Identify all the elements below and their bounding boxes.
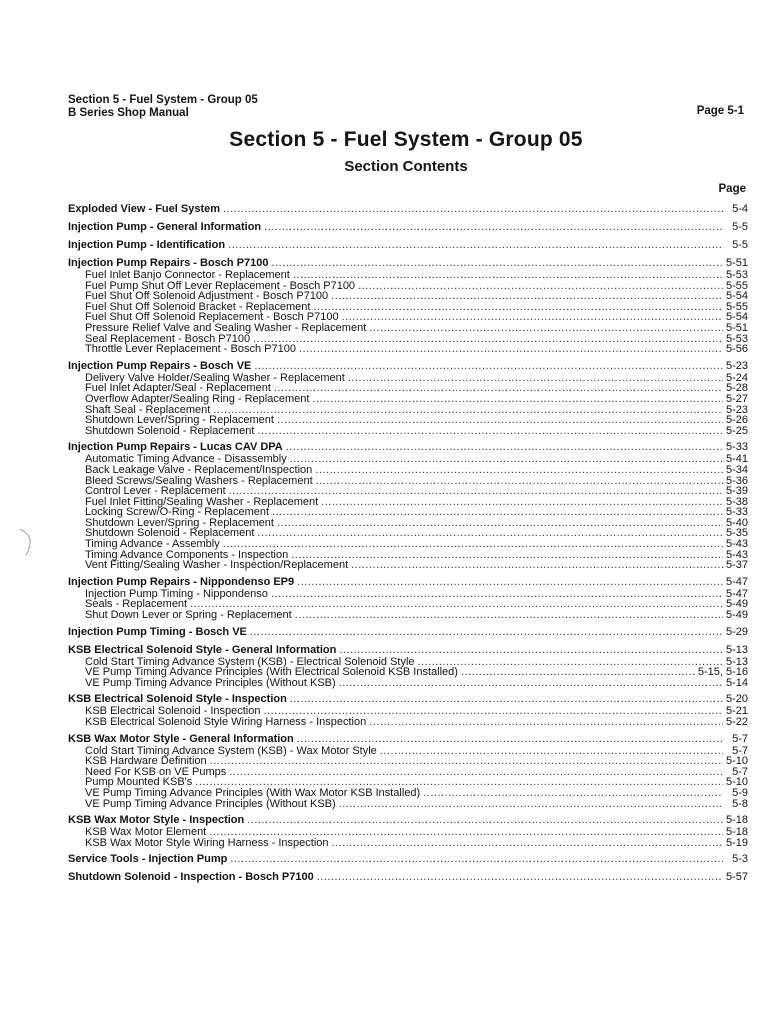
toc-group xyxy=(68,221,748,234)
toc-entry-page: 5-15, 5-16 xyxy=(697,666,748,679)
toc-leader xyxy=(250,626,723,639)
toc-heading-label: Injection Pump Repairs - Nippondenso EP9 xyxy=(68,575,295,588)
toc-entry-page: 5-40 xyxy=(725,516,748,529)
toc-leader xyxy=(210,756,723,767)
toc-leader xyxy=(291,550,723,561)
toc-leader xyxy=(297,576,723,589)
toc-heading-page: 5-7 xyxy=(732,732,748,745)
toc-entry[interactable] xyxy=(68,678,748,689)
toc-heading-label: KSB Wax Motor Style - Inspection xyxy=(68,814,245,827)
toc-entry-label: Throttle Lever Replacement - Bosch P7100 xyxy=(85,343,296,356)
margin-mark-icon xyxy=(18,527,36,557)
toc-heading-label: Injection Pump Timing - Bosch VE xyxy=(68,625,247,638)
toc-entry-label: Fuel Shut Off Solenoid Bracket - Replacement xyxy=(85,300,311,313)
toc-entry-page: 5-53 xyxy=(725,332,748,345)
toc-entry-page: 5-8 xyxy=(732,797,748,810)
toc-leader xyxy=(369,717,723,728)
toc-entry-page: 5-41 xyxy=(725,453,748,466)
toc-leader xyxy=(272,257,723,270)
toc-leader xyxy=(274,383,723,394)
toc-group xyxy=(68,814,748,848)
toc-entry-label: KSB Wax Motor Element xyxy=(85,826,207,839)
toc-entry-label: Locking Screw/O-Ring - Replacement xyxy=(85,506,270,519)
toc-heading-label: Injection Pump - Identification xyxy=(68,239,226,251)
toc-entry[interactable] xyxy=(68,799,748,810)
toc-group xyxy=(68,853,748,866)
toc-entry-label: Cold Start Timing Advance System (KSB) - Electrical Solenoid Style xyxy=(85,655,415,668)
toc-heading-page: 5-51 xyxy=(725,257,748,269)
toc-heading-page: 5-47 xyxy=(725,575,748,588)
toc-entry-page: 5-55 xyxy=(725,279,748,292)
page-column-header: Page xyxy=(718,183,746,195)
toc-leader xyxy=(271,589,723,600)
toc-entry-page: 5-26 xyxy=(725,414,748,427)
toc-entry-page: 5-7 xyxy=(732,744,748,757)
toc-entry-label: Timing Advance - Assembly xyxy=(85,538,220,551)
toc-heading-page: 5-5 xyxy=(732,221,748,233)
toc-leader xyxy=(358,281,723,292)
toc-leader xyxy=(272,507,723,518)
toc-leader xyxy=(295,610,723,621)
toc-leader xyxy=(257,528,723,539)
toc-entry-label: KSB Electrical Solenoid Style Wiring Harness - Inspection xyxy=(85,716,367,728)
toc-heading-page: 5-4 xyxy=(732,203,748,215)
toc-entry[interactable] xyxy=(68,394,748,405)
toc-leader xyxy=(254,360,723,373)
toc-entry[interactable] xyxy=(68,610,748,621)
toc-entry-label: KSB Hardware Definition xyxy=(85,755,207,768)
toc-leader xyxy=(223,203,723,216)
toc-entry[interactable] xyxy=(68,838,748,849)
toc-entry-page: 5-18 xyxy=(725,826,748,839)
toc-entry-label: Delivery Valve Holder/Sealing Washer - Replacement xyxy=(85,371,345,384)
page-number: Page 5-1 xyxy=(696,105,744,117)
toc-entry-page: 5-10 xyxy=(725,755,748,768)
toc-entry-label: Overflow Adapter/Sealing Ring - Replacement xyxy=(85,392,310,405)
toc-group xyxy=(68,733,748,810)
toc-entry-label: VE Pump Timing Advance Principles (Without KSB) xyxy=(85,797,336,810)
toc-entry-page: 5-27 xyxy=(725,392,748,405)
toc-group xyxy=(68,239,748,252)
toc-leader xyxy=(418,657,723,668)
toc-leader xyxy=(339,678,723,689)
toc-entry-label: KSB Electrical Solenoid - Inspection xyxy=(85,705,261,718)
toc-entry-label: Shutdown Solenoid - Replacement xyxy=(85,527,255,540)
toc-entry[interactable] xyxy=(68,465,748,476)
toc-leader xyxy=(348,373,723,384)
toc-entry-page: 5-49 xyxy=(725,609,748,622)
toc-entry-label: Fuel Inlet Banjo Connector - Replacement xyxy=(85,269,290,281)
toc-leader xyxy=(286,441,723,454)
toc-entry-label: Bleed Screws/Sealing Washers - Replacement xyxy=(85,474,313,487)
toc-heading-page: 5-29 xyxy=(725,625,748,638)
toc-entry[interactable] xyxy=(68,344,748,355)
toc-heading[interactable] xyxy=(68,360,748,373)
toc-entry-page: 5-36 xyxy=(725,474,748,487)
toc-entry-page: 5-23 xyxy=(725,403,748,416)
toc-entry-page: 5-14 xyxy=(725,676,748,689)
toc-heading-label: Injection Pump Repairs - Bosch VE xyxy=(68,359,252,372)
toc-entry-label: Shut Down Lever or Spring - Replacement xyxy=(85,609,292,622)
toc-heading-label: Injection Pump Repairs - Bosch P7100 xyxy=(68,257,269,269)
toc-heading[interactable] xyxy=(68,871,748,884)
toc-leader xyxy=(315,465,723,476)
toc-leader xyxy=(312,394,723,405)
toc-group xyxy=(68,576,748,621)
toc-entry-page: 5-35 xyxy=(725,527,748,540)
toc-entry-label: Pump Mounted KSB's xyxy=(85,776,193,789)
toc-heading[interactable] xyxy=(68,644,748,657)
toc-leader xyxy=(423,788,723,799)
toc-leader xyxy=(213,405,723,416)
toc-leader xyxy=(339,644,723,657)
toc-heading[interactable] xyxy=(68,203,748,216)
toc-entry[interactable] xyxy=(68,323,748,334)
running-head-manual: B Series Shop Manual xyxy=(68,107,189,119)
toc-group xyxy=(68,203,748,216)
toc-heading[interactable] xyxy=(68,576,748,589)
toc-leader xyxy=(230,853,723,866)
toc-entry-page: 5-55 xyxy=(725,300,748,313)
toc-entry-page: 5-9 xyxy=(732,786,748,799)
toc-heading-page: 5-5 xyxy=(732,239,748,251)
toc-entry-page: 5-7 xyxy=(732,765,748,778)
toc-entry-page: 5-33 xyxy=(725,506,748,519)
toc-leader xyxy=(229,767,723,778)
toc-entry-page: 5-51 xyxy=(725,321,748,334)
toc-entry-label: Vent Fitting/Sealing Washer - Inspection/Replacement xyxy=(85,559,349,572)
toc-entry-page: 5-37 xyxy=(725,559,748,572)
toc-heading[interactable] xyxy=(68,626,748,639)
toc-entry-page: 5-19 xyxy=(725,836,748,849)
toc-entry-page: 5-10 xyxy=(725,776,748,789)
toc-heading-page: 5-3 xyxy=(732,853,748,866)
toc-leader xyxy=(339,799,723,810)
toc-heading[interactable] xyxy=(68,733,748,746)
toc-entry-page: 5-24 xyxy=(725,371,748,384)
toc-heading-label: Shutdown Solenoid - Inspection - Bosch P7100 xyxy=(68,871,314,884)
running-head-section: Section 5 - Fuel System - Group 05 xyxy=(68,94,258,106)
toc-heading-page: 5-33 xyxy=(725,441,748,454)
toc-entry[interactable] xyxy=(68,717,748,728)
toc-entry-label: KSB Wax Motor Style Wiring Harness - Inspection xyxy=(85,836,329,849)
toc-entry-label: Injection Pump Timing - Nippondenso xyxy=(85,587,268,600)
toc-heading-label: Injection Pump - General Information xyxy=(68,221,262,233)
toc-entry-label: Automatic Timing Advance - Disassembly xyxy=(85,453,287,466)
toc-leader xyxy=(253,334,723,345)
toc-entry[interactable] xyxy=(68,426,748,437)
toc-group xyxy=(68,644,748,689)
toc-heading-label: Service Tools - Injection Pump xyxy=(68,853,228,866)
toc-leader xyxy=(299,344,723,355)
toc-heading[interactable] xyxy=(68,853,748,866)
toc-heading-page: 5-18 xyxy=(725,814,748,827)
toc-group xyxy=(68,441,748,571)
toc-leader xyxy=(369,323,723,334)
toc-leader xyxy=(331,291,723,302)
toc-entry-label: Shutdown Lever/Spring - Replacement xyxy=(85,414,274,427)
toc-leader xyxy=(264,221,723,234)
toc-group xyxy=(68,871,748,884)
toc-heading-page: 5-23 xyxy=(725,359,748,372)
toc-heading-label: Injection Pump Repairs - Lucas CAV DPA xyxy=(68,441,283,454)
running-head xyxy=(68,94,258,120)
toc-leader xyxy=(290,454,723,465)
toc-entry-label: Seal Replacement - Bosch P7100 xyxy=(85,332,251,345)
toc-entry-page: 5-49 xyxy=(725,598,748,611)
toc-entry-page: 5-34 xyxy=(725,463,748,476)
toc-leader xyxy=(247,814,723,827)
toc-heading-label: KSB Electrical Solenoid Style - Inspection xyxy=(68,693,287,706)
toc-entry-page: 5-21 xyxy=(725,705,748,718)
toc-entry-label: Control Lever - Replacement xyxy=(85,485,226,498)
toc-entry-label: Back Leakage Valve - Replacement/Inspection xyxy=(85,463,313,476)
toc-group xyxy=(68,360,748,437)
toc-heading-page: 5-57 xyxy=(725,871,748,884)
toc-leader xyxy=(316,476,723,487)
toc-entry-page: 5-54 xyxy=(725,311,748,324)
toc-leader xyxy=(297,733,723,746)
toc-heading-page: 5-20 xyxy=(725,693,748,706)
page-title: Section 5 - Fuel System - Group 05 xyxy=(229,128,583,151)
toc-entry-page: 5-13 xyxy=(725,655,748,668)
toc-leader xyxy=(321,497,723,508)
toc-entry[interactable] xyxy=(68,560,748,571)
toc-entry-page: 5-25 xyxy=(725,424,748,437)
toc-heading-label: Exploded View - Fuel System xyxy=(68,203,221,215)
toc-leader xyxy=(313,302,723,313)
toc-entry-label: Fuel Inlet Fitting/Sealing Washer - Replacement xyxy=(85,495,319,508)
page-subtitle: Section Contents xyxy=(344,158,468,175)
toc-leader xyxy=(380,746,723,757)
toc-entry-page: 5-56 xyxy=(725,343,748,356)
toc-entry-label: Fuel Shut Off Solenoid Adjustment - Bosch P7100 xyxy=(85,290,329,303)
toc-heading-label: KSB Wax Motor Style - General Information xyxy=(68,732,294,745)
toc-entry-page: 5-54 xyxy=(725,290,748,303)
table-of-contents xyxy=(68,203,748,889)
toc-leader xyxy=(290,693,723,706)
toc-group xyxy=(68,693,748,727)
toc-leader xyxy=(293,270,723,281)
toc-heading-label: KSB Electrical Solenoid Style - General Information xyxy=(68,643,337,656)
toc-entry-label: VE Pump Timing Advance Principles (With Electrical Solenoid KSB Installed) xyxy=(85,666,458,679)
toc-entry-label: VE Pump Timing Advance Principles (Without KSB) xyxy=(85,676,336,689)
toc-entry-label: Seals - Replacement xyxy=(85,598,188,611)
toc-entry-label: VE Pump Timing Advance Principles (With Wax Motor KSB Installed) xyxy=(85,786,421,799)
toc-entry-label: Pressure Relief Valve and Sealing Washer - Replacement xyxy=(85,321,367,334)
toc-leader xyxy=(223,539,723,550)
toc-entry-label: Shaft Seal - Replacement xyxy=(85,403,211,416)
toc-entry-page: 5-39 xyxy=(725,485,748,498)
toc-entry-page: 5-43 xyxy=(725,548,748,561)
toc-entry-page: 5-47 xyxy=(725,587,748,600)
toc-entry-label: Timing Advance Components - Inspection xyxy=(85,548,289,561)
toc-leader xyxy=(332,838,723,849)
toc-entry-label: Fuel Shut Off Solenoid Replacement - Bosch P7100 xyxy=(85,311,339,324)
toc-entry-page: 5-28 xyxy=(725,382,748,395)
toc-heading[interactable] xyxy=(68,239,748,252)
toc-entry-page: 5-43 xyxy=(725,538,748,551)
toc-leader xyxy=(351,560,723,571)
toc-entry-label: Fuel Inlet Adapter/Seal - Replacement xyxy=(85,382,271,395)
toc-entry-label: Shutdown Lever/Spring - Replacement xyxy=(85,516,274,529)
toc-leader xyxy=(257,426,723,437)
toc-entry-page: 5-22 xyxy=(725,716,748,728)
toc-leader xyxy=(461,667,695,678)
toc-entry-label: Cold Start Timing Advance System (KSB) - Wax Motor Style xyxy=(85,744,377,757)
toc-heading[interactable] xyxy=(68,221,748,234)
toc-leader xyxy=(342,312,723,323)
toc-heading-page: 5-13 xyxy=(725,643,748,656)
toc-entry-label: Need For KSB on VE Pumps xyxy=(85,765,227,778)
toc-leader xyxy=(277,415,723,426)
toc-entry-label: Fuel Pump Shut Off Lever Replacement - Bosch P7100 xyxy=(85,279,356,292)
toc-entry[interactable] xyxy=(68,788,748,799)
toc-entry-page: 5-53 xyxy=(725,269,748,281)
toc-entry[interactable] xyxy=(68,270,748,281)
toc-group xyxy=(68,626,748,639)
toc-leader xyxy=(317,871,723,884)
toc-leader xyxy=(277,518,723,529)
toc-group xyxy=(68,257,748,355)
toc-leader xyxy=(228,239,723,252)
toc-entry-label: Shutdown Solenoid - Replacement xyxy=(85,424,255,437)
toc-entry-page: 5-38 xyxy=(725,495,748,508)
